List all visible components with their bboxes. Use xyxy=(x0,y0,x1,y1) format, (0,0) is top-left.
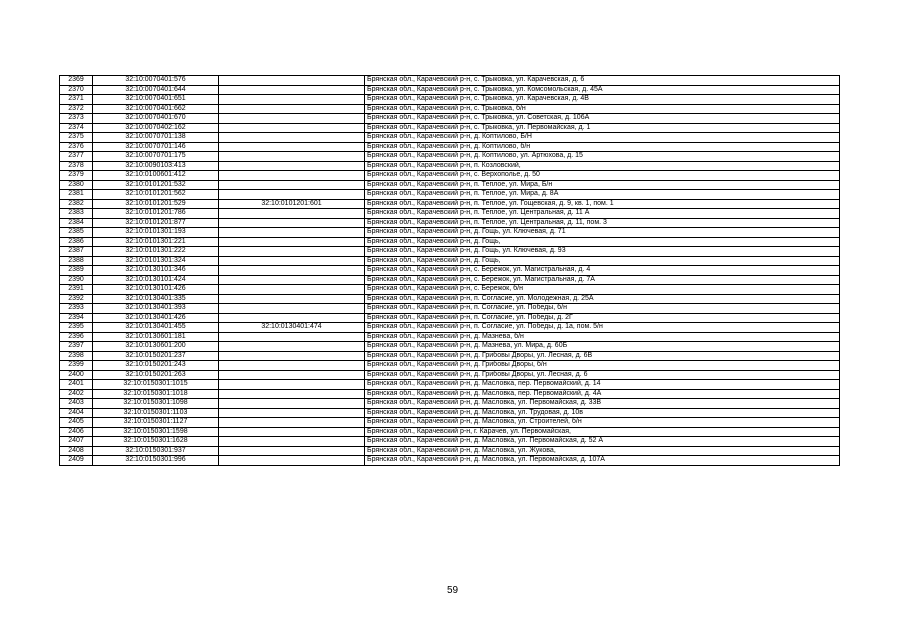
parent-cadastral-cell xyxy=(219,437,365,447)
table-row xyxy=(60,418,840,428)
table-row xyxy=(60,152,840,162)
row-number-cell: 2387 xyxy=(60,247,93,257)
address-cell: Брянская обл., Карачевский р-н, д. Масловка, ул. Трудовая, д. 10в xyxy=(365,408,840,418)
row-number-cell: 2402 xyxy=(60,389,93,399)
parent-cadastral-cell xyxy=(219,304,365,314)
row-number-cell: 2377 xyxy=(60,152,93,162)
address-cell: Брянская обл., Карачевский р-н, с. Трыковка, б/н xyxy=(365,104,840,114)
cadastral-number-cell: 32:10:0100601:412 xyxy=(93,171,219,181)
table-row xyxy=(60,199,840,209)
parent-cadastral-cell xyxy=(219,85,365,95)
table-row xyxy=(60,104,840,114)
parent-cadastral-cell xyxy=(219,133,365,143)
table-row xyxy=(60,342,840,352)
table-row xyxy=(60,294,840,304)
parent-cadastral-cell xyxy=(219,427,365,437)
row-number-cell: 2391 xyxy=(60,285,93,295)
row-number-cell: 2394 xyxy=(60,313,93,323)
row-number-cell: 2398 xyxy=(60,351,93,361)
row-number-cell: 2370 xyxy=(60,85,93,95)
cadastral-number-cell: 32:10:0150301:1018 xyxy=(93,389,219,399)
table-row xyxy=(60,171,840,181)
row-number-cell: 2384 xyxy=(60,218,93,228)
table-row xyxy=(60,161,840,171)
table-row xyxy=(60,123,840,133)
table-row xyxy=(60,190,840,200)
cadastral-number-cell: 32:10:0101301:193 xyxy=(93,228,219,238)
cadastral-number-cell: 32:10:0150301:1628 xyxy=(93,437,219,447)
cadastral-number-cell: 32:10:0150301:1015 xyxy=(93,380,219,390)
row-number-cell: 2371 xyxy=(60,95,93,105)
cadastral-number-cell: 32:10:0070401:576 xyxy=(93,76,219,86)
table-row xyxy=(60,228,840,238)
table-row xyxy=(60,114,840,124)
row-number-cell: 2380 xyxy=(60,180,93,190)
address-cell: Брянская обл., Карачевский р-н, п. Козловский, xyxy=(365,161,840,171)
cadastral-number-cell: 32:10:0101301:221 xyxy=(93,237,219,247)
parent-cadastral-cell xyxy=(219,76,365,86)
cadastral-number-cell: 32:10:0130101:426 xyxy=(93,285,219,295)
table-row xyxy=(60,133,840,143)
table-row xyxy=(60,218,840,228)
parent-cadastral-cell xyxy=(219,190,365,200)
parent-cadastral-cell xyxy=(219,209,365,219)
parent-cadastral-cell xyxy=(219,342,365,352)
table-row xyxy=(60,76,840,86)
row-number-cell: 2378 xyxy=(60,161,93,171)
table-row xyxy=(60,247,840,257)
address-cell: Брянская обл., Карачевский р-н, п. Согласие, ул. Победы, б/н xyxy=(365,304,840,314)
parent-cadastral-cell xyxy=(219,399,365,409)
address-cell: Брянская обл., Карачевский р-н, с. Трыковка, ул. Советская, д. 106А xyxy=(365,114,840,124)
row-number-cell: 2405 xyxy=(60,418,93,428)
address-cell: Брянская обл., Карачевский р-н, д. Масловка, ул. Первомайская, д. 52 А xyxy=(365,437,840,447)
table-row xyxy=(60,95,840,105)
cadastral-number-cell: 32:10:0130401:426 xyxy=(93,313,219,323)
parent-cadastral-cell: 32:10:0130401:474 xyxy=(219,323,365,333)
table-row xyxy=(60,209,840,219)
cadastral-number-cell: 32:10:0130101:346 xyxy=(93,266,219,276)
parent-cadastral-cell xyxy=(219,218,365,228)
address-cell: Брянская обл., Карачевский р-н, с. Бережок, б/н xyxy=(365,285,840,295)
cadastral-number-cell: 32:10:0101201:786 xyxy=(93,209,219,219)
row-number-cell: 2372 xyxy=(60,104,93,114)
cadastral-number-cell: 32:10:0070402:162 xyxy=(93,123,219,133)
address-cell: Брянская обл., Карачевский р-н, д. Гощь, ул. Ключевая, д. 93 xyxy=(365,247,840,257)
address-cell: Брянская обл., Карачевский р-н, д. Гощь, ул. Ключевая, д. 71 xyxy=(365,228,840,238)
row-number-cell: 2396 xyxy=(60,332,93,342)
parent-cadastral-cell xyxy=(219,408,365,418)
cadastral-number-cell: 32:10:0070401:651 xyxy=(93,95,219,105)
table-row xyxy=(60,266,840,276)
row-number-cell: 2369 xyxy=(60,76,93,86)
parent-cadastral-cell xyxy=(219,104,365,114)
row-number-cell: 2397 xyxy=(60,342,93,352)
row-number-cell: 2399 xyxy=(60,361,93,371)
row-number-cell: 2392 xyxy=(60,294,93,304)
parent-cadastral-cell xyxy=(219,456,365,466)
cadastral-number-cell: 32:10:0070401:644 xyxy=(93,85,219,95)
address-cell: Брянская обл., Карачевский р-н, д. Масловка, ул. Жукова, xyxy=(365,446,840,456)
row-number-cell: 2381 xyxy=(60,190,93,200)
table-row xyxy=(60,408,840,418)
cadastral-number-cell: 32:10:0070401:662 xyxy=(93,104,219,114)
address-cell: Брянская обл., Карачевский р-н, д. Коптилово, Б/Н xyxy=(365,133,840,143)
table-row xyxy=(60,285,840,295)
row-number-cell: 2406 xyxy=(60,427,93,437)
cadastral-number-cell: 32:10:0150201:243 xyxy=(93,361,219,371)
page-number: 59 xyxy=(446,585,459,596)
parent-cadastral-cell xyxy=(219,351,365,361)
parent-cadastral-cell xyxy=(219,285,365,295)
parent-cadastral-cell xyxy=(219,95,365,105)
cadastral-number-cell: 32:10:0130601:200 xyxy=(93,342,219,352)
table-row xyxy=(60,332,840,342)
table-row xyxy=(60,304,840,314)
parent-cadastral-cell xyxy=(219,171,365,181)
address-cell: Брянская обл., Карачевский р-н, д. Мазнева, б/н xyxy=(365,332,840,342)
parent-cadastral-cell xyxy=(219,256,365,266)
parent-cadastral-cell xyxy=(219,418,365,428)
address-cell: Брянская обл., Карачевский р-н, п. Согласие, ул. Победы, д. 1а, пом. 5/н xyxy=(365,323,840,333)
row-number-cell: 2385 xyxy=(60,228,93,238)
cadastral-number-cell: 32:10:0150201:237 xyxy=(93,351,219,361)
parent-cadastral-cell xyxy=(219,142,365,152)
parent-cadastral-cell xyxy=(219,114,365,124)
row-number-cell: 2382 xyxy=(60,199,93,209)
table-row xyxy=(60,380,840,390)
parent-cadastral-cell xyxy=(219,247,365,257)
table-row xyxy=(60,456,840,466)
address-cell: Брянская обл., Карачевский р-н, п. Согласие, ул. Победы, д. 2Г xyxy=(365,313,840,323)
row-number-cell: 2390 xyxy=(60,275,93,285)
address-cell: Брянская обл., Карачевский р-н, п. Теплое, ул. Центральная, д. 11 А xyxy=(365,209,840,219)
address-cell: Брянская обл., Карачевский р-н, д. Масловка, ул. Первомайская, д. 33В xyxy=(365,399,840,409)
parent-cadastral-cell xyxy=(219,266,365,276)
cadastral-number-cell: 32:10:0150301:1127 xyxy=(93,418,219,428)
address-cell: Брянская обл., Карачевский р-н, п. Теплое, ул. Мира, д. 8А xyxy=(365,190,840,200)
cadastral-number-cell: 32:10:0070701:175 xyxy=(93,152,219,162)
address-cell: Брянская обл., Карачевский р-н, с. Трыковка, ул. Первомайская, д. 1 xyxy=(365,123,840,133)
table-row xyxy=(60,313,840,323)
parent-cadastral-cell xyxy=(219,237,365,247)
address-cell: Брянская обл., Карачевский р-н, с. Верхополье, д. 50 xyxy=(365,171,840,181)
address-cell: Брянская обл., Карачевский р-н, с. Трыковка, ул. Карачевская, д. 4В xyxy=(365,95,840,105)
cadastral-number-cell: 32:10:0070401:670 xyxy=(93,114,219,124)
row-number-cell: 2408 xyxy=(60,446,93,456)
cadastral-number-cell: 32:10:0150301:1598 xyxy=(93,427,219,437)
cadastral-number-cell: 32:10:0130401:455 xyxy=(93,323,219,333)
row-number-cell: 2409 xyxy=(60,456,93,466)
address-cell: Брянская обл., Карачевский р-н, д. Грибовы Дворы, ул. Лесная, д. 6В xyxy=(365,351,840,361)
address-cell: Брянская обл., Карачевский р-н, д. Масловка, пер. Первомайский, д. 4А xyxy=(365,389,840,399)
row-number-cell: 2379 xyxy=(60,171,93,181)
table-row xyxy=(60,399,840,409)
cadastral-number-cell: 32:10:0150301:996 xyxy=(93,456,219,466)
row-number-cell: 2373 xyxy=(60,114,93,124)
row-number-cell: 2389 xyxy=(60,266,93,276)
parent-cadastral-cell: 32:10:0101201:601 xyxy=(219,199,365,209)
table-row xyxy=(60,323,840,333)
row-number-cell: 2375 xyxy=(60,133,93,143)
table-row xyxy=(60,446,840,456)
row-number-cell: 2407 xyxy=(60,437,93,447)
row-number-cell: 2374 xyxy=(60,123,93,133)
parent-cadastral-cell xyxy=(219,389,365,399)
cadastral-number-cell: 32:10:0150201:263 xyxy=(93,370,219,380)
parent-cadastral-cell xyxy=(219,152,365,162)
parent-cadastral-cell xyxy=(219,361,365,371)
address-cell: Брянская обл., Карачевский р-н, п. Согласие, ул. Молодежная, д. 25А xyxy=(365,294,840,304)
parent-cadastral-cell xyxy=(219,123,365,133)
address-cell: Брянская обл., Карачевский р-н, д. Грибовы Дворы, б/н xyxy=(365,361,840,371)
cadastral-number-cell: 32:10:0101201:529 xyxy=(93,199,219,209)
parent-cadastral-cell xyxy=(219,370,365,380)
address-cell: Брянская обл., Карачевский р-н, д. Масловка, ул. Строителей, б/н xyxy=(365,418,840,428)
cadastral-number-cell: 32:10:0101301:324 xyxy=(93,256,219,266)
row-number-cell: 2401 xyxy=(60,380,93,390)
row-number-cell: 2376 xyxy=(60,142,93,152)
address-cell: Брянская обл., Карачевский р-н, п. Теплое, ул. Центральная, д. 11, пом. 3 xyxy=(365,218,840,228)
row-number-cell: 2404 xyxy=(60,408,93,418)
table-row xyxy=(60,275,840,285)
row-number-cell: 2395 xyxy=(60,323,93,333)
cadastral-number-cell: 32:10:0101301:222 xyxy=(93,247,219,257)
table-row xyxy=(60,389,840,399)
cadastral-number-cell: 32:10:0130401:393 xyxy=(93,304,219,314)
address-cell: Брянская обл., Карачевский р-н, г. Карачев, ул. Первомайская, xyxy=(365,427,840,437)
address-cell: Брянская обл., Карачевский р-н, д. Мазнева, ул. Мира, д. 60Б xyxy=(365,342,840,352)
address-cell: Брянская обл., Карачевский р-н, д. Грибовы Дворы, ул. Лесная, д. 6 xyxy=(365,370,840,380)
row-number-cell: 2388 xyxy=(60,256,93,266)
table-row xyxy=(60,437,840,447)
cadastral-number-cell: 32:10:0101201:562 xyxy=(93,190,219,200)
parent-cadastral-cell xyxy=(219,275,365,285)
parent-cadastral-cell xyxy=(219,313,365,323)
cadastral-number-cell: 32:10:0070701:146 xyxy=(93,142,219,152)
table-row xyxy=(60,351,840,361)
parent-cadastral-cell xyxy=(219,380,365,390)
row-number-cell: 2386 xyxy=(60,237,93,247)
parent-cadastral-cell xyxy=(219,228,365,238)
table-row xyxy=(60,427,840,437)
cadastral-number-cell: 32:10:0070701:138 xyxy=(93,133,219,143)
row-number-cell: 2403 xyxy=(60,399,93,409)
row-number-cell: 2393 xyxy=(60,304,93,314)
address-cell: Брянская обл., Карачевский р-н, с. Трыковка, ул. Карачевская, д. 6 xyxy=(365,76,840,86)
parent-cadastral-cell xyxy=(219,332,365,342)
cadastral-number-cell: 32:10:0130601:181 xyxy=(93,332,219,342)
registry-table xyxy=(59,75,840,466)
address-cell: Брянская обл., Карачевский р-н, д. Масловка, ул. Первомайская, д. 107А xyxy=(365,456,840,466)
parent-cadastral-cell xyxy=(219,446,365,456)
address-cell: Брянская обл., Карачевский р-н, д. Коптилово, ул. Артюхова, д. 15 xyxy=(365,152,840,162)
parent-cadastral-cell xyxy=(219,161,365,171)
address-cell: Брянская обл., Карачевский р-н, с. Бережок, ул. Магистральная, д. 4 xyxy=(365,266,840,276)
row-number-cell: 2383 xyxy=(60,209,93,219)
cadastral-number-cell: 32:10:0150301:1103 xyxy=(93,408,219,418)
address-cell: Брянская обл., Карачевский р-н, д. Масловка, пер. Первомайский, д. 14 xyxy=(365,380,840,390)
table-row xyxy=(60,142,840,152)
cadastral-number-cell: 32:10:0101201:877 xyxy=(93,218,219,228)
registry-table-body xyxy=(60,76,840,466)
table-row xyxy=(60,361,840,371)
cadastral-number-cell: 32:10:0130401:335 xyxy=(93,294,219,304)
table-row xyxy=(60,256,840,266)
table-row xyxy=(60,85,840,95)
cadastral-number-cell: 32:10:0150301:1098 xyxy=(93,399,219,409)
address-cell: Брянская обл., Карачевский р-н, д. Гощь, xyxy=(365,237,840,247)
address-cell: Брянская обл., Карачевский р-н, д. Коптилово, б/н xyxy=(365,142,840,152)
table-row xyxy=(60,180,840,190)
parent-cadastral-cell xyxy=(219,180,365,190)
cadastral-number-cell: 32:10:0130101:424 xyxy=(93,275,219,285)
address-cell: Брянская обл., Карачевский р-н, п. Теплое, ул. Гощевская, д. 9, кв. 1, пом. 1 xyxy=(365,199,840,209)
address-cell: Брянская обл., Карачевский р-н, с. Бережок, ул. Магистральная, д. 7А xyxy=(365,275,840,285)
cadastral-number-cell: 32:10:0090103:413 xyxy=(93,161,219,171)
cadastral-number-cell: 32:10:0101201:532 xyxy=(93,180,219,190)
table-row xyxy=(60,237,840,247)
row-number-cell: 2400 xyxy=(60,370,93,380)
address-cell: Брянская обл., Карачевский р-н, с. Трыковка, ул. Комсомольская, д. 45А xyxy=(365,85,840,95)
parent-cadastral-cell xyxy=(219,294,365,304)
address-cell: Брянская обл., Карачевский р-н, д. Гощь, xyxy=(365,256,840,266)
table-row xyxy=(60,370,840,380)
address-cell: Брянская обл., Карачевский р-н, п. Теплое, ул. Мира, Б/н xyxy=(365,180,840,190)
cadastral-number-cell: 32:10:0150301:937 xyxy=(93,446,219,456)
